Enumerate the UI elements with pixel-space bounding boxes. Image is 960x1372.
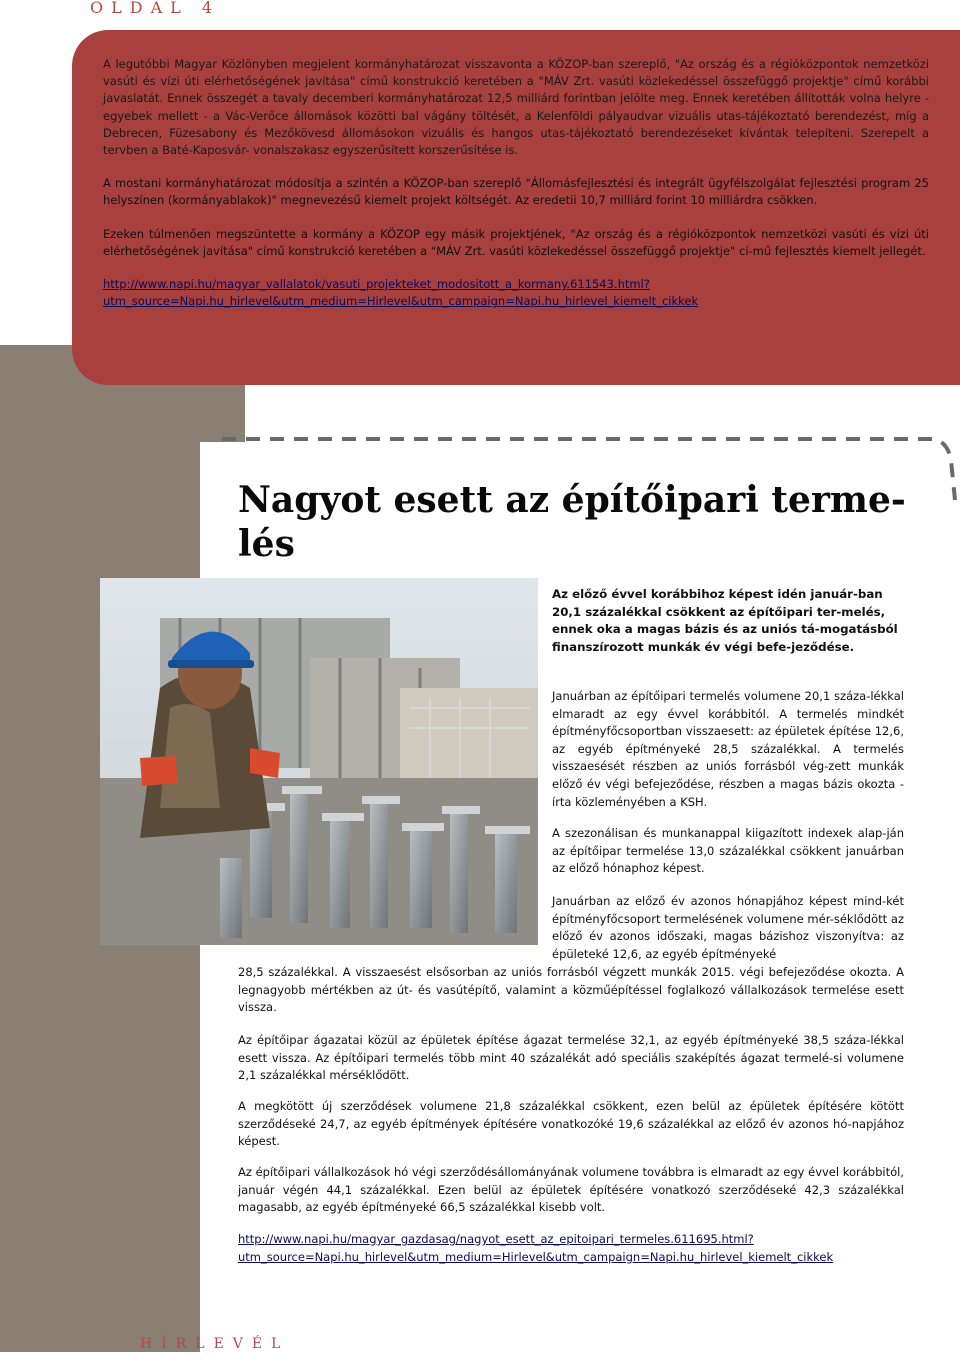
feature-paragraph-6: Az építőipari vállalkozások hó végi szerződésállományának volumene továbbra is elmaradt az egy évvel korábbitól, január végén 44,1 százalékkal. Ezen belül az épületek építésére vonatkozó szerződéseké 42,3 százalékkal magasabb, az egyéb építményeké 66,5 százalékkal kisebb volt.	[238, 1165, 904, 1215]
headline-line-2: lés	[238, 523, 295, 565]
top-article-paragraph-3: Ezeken túlmenően megszüntette a kormány a KÖZOP egy másik projektjének, "Az ország és a régióközpontok nemzetközi vasúti és vízi úti elérhetőségének javítása" című konstrukció keretében a "MÁV Zrt. vasúti közlekedéssel összefüggő projektje" cí-mű fejlesztés kiemelt jellegét.	[103, 226, 929, 258]
feature-paragraph-3-start: Januárban az előző év azonos hónapjához képest mind-két építményfőcsoport termelésének volumene mér-séklődött az előző év azonos időszaki, magas bázishoz viszonyítva: az épületeké 12,6, az egyéb építményeké	[552, 894, 904, 961]
feature-link-cont[interactable]: utm_source=Napi.hu_hirlevel&utm_medium=Hirlevel&utm_campaign=Napi.hu_hirlevel_kiemelt_cikkek	[238, 1250, 834, 1264]
feature-paragraph-1: Januárban az építőipari termelés volumene 20,1 száza-lékkal elmaradt az egy évvel korábbitól. A termelés mindkét építményfőcsoportban visszaesett: az épületek építése 12,6, az egyéb építményeké 28,5 százalékkal. A termelés visszaesését részben az uniós forrásból vég-zett munkák előző év végi befejeződése, részben a magas bázis okozta - írta közleményében a KSH.	[552, 689, 904, 809]
feature-paragraph-3-end: 28,5 százalékkal. A visszaesést elsősorban az uniós forrásból végzett munkák 2015. végi befejeződése okozta. A legnagyobb mértékben az út- és vasútépítő, valamint a közműépítéssel foglalkozó vállalkozások termelése esett vissza.	[238, 965, 904, 1015]
top-article-link[interactable]: http://www.napi.hu/magyar_vallalatok/vasuti_projekteket_modositott_a_kormany.611543.html?	[103, 277, 650, 292]
footer-label: HÍRLEVÉL	[140, 1336, 290, 1352]
headline-line-1: Nagyot esett az építőipari terme-	[238, 479, 906, 521]
top-article-text	[103, 56, 929, 310]
top-article-paragraph-1: A legutóbbi Magyar Közlönyben megjelent kormányhatározat visszavonta a KÖZOP-ban szereplő, "Az ország és a régióközpontok nemzetközi vasúti és vízi úti elérhetőségének javítása" című konstrukció keretében a "MÁV Zrt. vasúti közlekedéssel összefüggő projektje" című korábbi javaslatát. Ennek összegét a tavaly decemberi kormányhatározat 12,5 milliárd forintban jelölte meg. Ennek keretében állították volna helyre - egyebek mellett - a Vác-Verőce állomások közötti bal vágány töltését, a Kelenföldi pályaudvar vizuális utas-tájékoztató berendezést, míg a Debrecen, Füzesabony és Mezőkövesd állomásokon vizuális és hangos utas-tájékoztató berendezéseket kívántak telepíteni. Szerepelt a tervben a Baté-Kaposvár- vonalszakasz egyszerűsített korszerűsítése is.	[103, 57, 929, 158]
top-article-paragraph-2: A mostani kormányhatározat módosítja a szintén a KÖZOP-ban szereplő "Állomásfejlesztési és integrált ügyfélszolgálat fejlesztési program 25 helyszínen (kormányablakok)" megnevezésű kiemelt projekt költségét. Az eredetii 10,7 milliárd forint 10 milliárdra csökken.	[103, 176, 929, 208]
feature-lead: Az előző évvel korábbihoz képest idén január-ban 20,1 százalékkal csökkent az építőipari ter-melés, ennek oka a magas bázis és az uniós tá-mogatásból finanszírozott munkák év végi befe-jeződése.	[552, 587, 898, 654]
top-article-link-cont[interactable]: utm_source=Napi.hu_hirlevel&utm_medium=Hirlevel&utm_campaign=Napi.hu_hirlevel_kiemelt_cikkek	[103, 294, 699, 309]
feature-link[interactable]: http://www.napi.hu/magyar_gazdasag/nagyot_esett_az_epitoipari_termeles.611695.html?	[238, 1232, 754, 1246]
feature-paragraph-2: A szezonálisan és munkanappal kiigazított indexek alap-ján az építőipar termelése 13,0 százalékkal csökkent januárban az előző hónaphoz képest.	[552, 826, 904, 876]
page-label: OLDAL 4	[90, 0, 221, 17]
feature-paragraph-4: Az építőipar ágazatai közül az épületek építése ágazat termelése 32,1, az egyéb építményeké 38,5 száza-lékkal esett vissza. Az építőipari termelés több mint 40 százalékát adó speciális szaképítés ágazat termelé-si volumene 2,1 százalékkal mérséklődött.	[238, 1033, 904, 1083]
feature-paragraph-5: A megkötött új szerződések volumene 21,8 százalékkal csökkent, ezen belül az épületek építésére kötött szerződéseké 24,7, az egyéb építmények építésére vonatkozóké 19,6 százalékkal az előző év azonos hó-napjához képest.	[238, 1099, 904, 1149]
feature-link-block	[238, 1230, 918, 1266]
construction-worker-photo	[100, 578, 538, 945]
feature-headline	[238, 478, 918, 566]
